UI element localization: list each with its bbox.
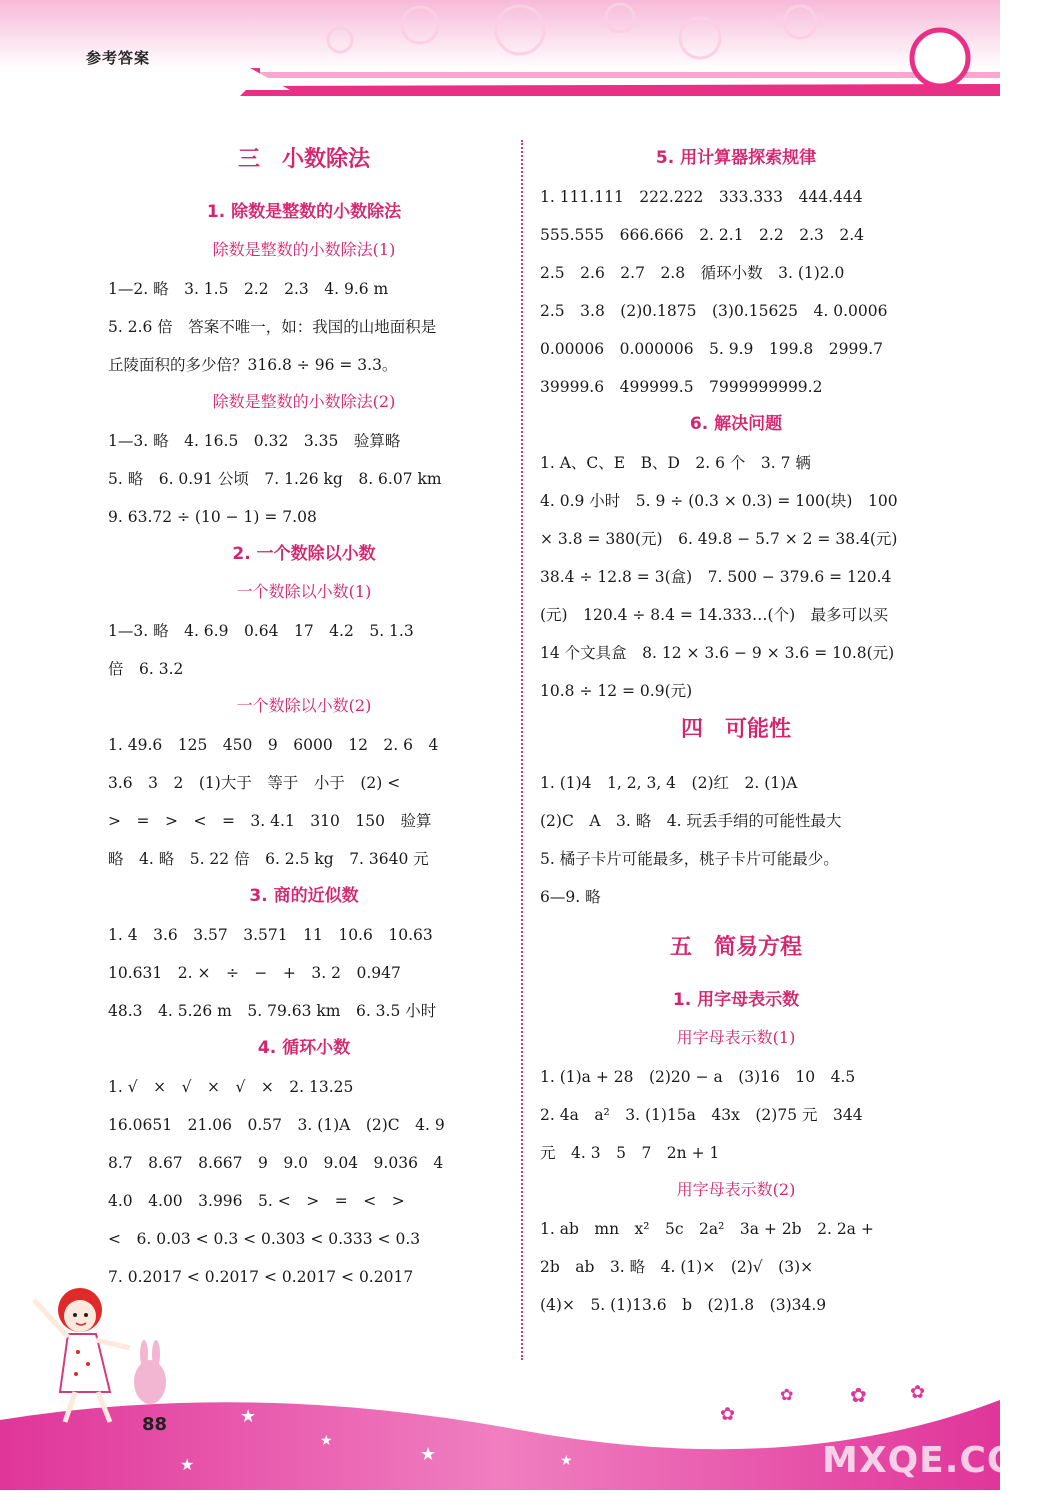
answer-line: > = > < = 3. 4.1 310 150 验算 [108,812,432,830]
section-heading: 6. 解决问题 [689,414,783,434]
section-heading: 1. 除数是整数的小数除法 [206,202,402,222]
chapter-heading: 三 小数除法 [237,147,370,172]
watermark: MXQE.COM [822,1440,1055,1481]
answer-line: 14 个文具盒 8. 12 × 3.6 − 9 × 3.6 = 10.8(元) [540,644,895,662]
svg-text:★: ★ [420,1444,437,1465]
answer-line: 元 4. 3 5 7 2n + 1 [540,1144,720,1162]
section-heading: 5. 用计算器探索规律 [655,148,817,168]
answer-line: 丘陵面积的多少倍？316.8 ÷ 96 = 3.3。 [108,356,398,374]
header-label: 参考答案 [86,49,151,67]
answer-line: 倍 6. 3.2 [108,660,184,678]
subsection-heading: 除数是整数的小数除法(2) [212,392,396,411]
section-heading: 4. 循环小数 [257,1038,351,1058]
answer-line: 略 4. 略 5. 22 倍 6. 2.5 kg 7. 3640 元 [108,850,429,868]
section-heading: 2. 一个数除以小数 [232,544,376,564]
answer-line: × 3.8 = 380(元) 6. 49.8 − 5.7 × 2 = 38.4(元) [540,530,898,548]
subsection-heading: 用字母表示数(2) [676,1180,796,1199]
answer-line: 1—3. 略 4. 16.5 0.32 3.35 验算略 [108,432,401,450]
chapter-heading: 四 可能性 [680,717,791,742]
answer-line: 5. 橘子卡片可能最多，桃子卡片可能最少。 [540,850,839,868]
answer-line: 1. 111.111 222.222 333.333 444.444 [540,188,863,206]
svg-text:★: ★ [560,1453,573,1469]
answer-line: 2. 4a a² 3. (1)15a 43x (2)75 元 344 [540,1106,863,1124]
svg-text:★: ★ [180,1455,195,1474]
answer-line: 48.3 4. 5.26 m 5. 79.63 km 6. 3.5 小时 [108,1002,437,1020]
answer-line: 555.555 666.666 2. 2.1 2.2 2.3 2.4 [540,226,865,244]
answer-line: (2)C A 3. 略 4. 玩丢手绢的可能性最大 [540,812,842,830]
answer-line: 8.7 8.67 8.667 9 9.0 9.04 9.036 4 [108,1154,444,1172]
subsection-heading: 除数是整数的小数除法(1) [212,240,396,259]
answer-line: 1. (1)a + 28 (2)20 − a (3)16 10 4.5 [540,1068,856,1086]
answer-line: 39999.6 499999.5 7999999999.2 [540,378,823,396]
answer-line: 6—9. 略 [540,888,601,906]
section-heading: 3. 商的近似数 [249,886,359,906]
answer-line: 1. (1)4 1, 2, 3, 4 (2)红 2. (1)A [540,774,798,792]
svg-text:★: ★ [320,1433,333,1449]
chapter-heading: 五 简易方程 [669,935,802,960]
answer-line: 2.5 2.6 2.7 2.8 循环小数 3. (1)2.0 [540,264,845,282]
svg-text:✿: ✿ [850,1383,867,1407]
answer-line: 2.5 3.8 (2)0.1875 (3)0.15625 4. 0.0006 [540,302,888,320]
answer-line: 1—2. 略 3. 1.5 2.2 2.3 4. 9.6 m [108,280,389,298]
answer-line: 1. ab mn x² 5c 2a² 3a + 2b 2. 2a + [540,1220,874,1238]
answer-line: 2b ab 3. 略 4. (1)× (2)√ (3)× [540,1258,814,1276]
answer-line: 1. A、C、E B、D 2. 6 个 3. 7 辆 [540,454,811,472]
left-column [108,140,500,1296]
answer-line: 38.4 ÷ 12.8 = 3(盒) 7. 500 − 379.6 = 120.4 [540,568,892,586]
page-number: 88 [142,1414,168,1435]
svg-text:✿: ✿ [780,1385,794,1404]
answer-line: 9. 63.72 ÷ (10 − 1) = 7.08 [108,508,317,526]
subsection-heading: 一个数除以小数(2) [236,696,372,715]
section-heading: 1. 用字母表示数 [672,990,800,1010]
spacer [540,916,932,928]
answer-line: (4)× 5. (1)13.6 b (2)1.8 (3)34.9 [540,1296,827,1314]
answer-line: 0.00006 0.000006 5. 9.9 199.8 2999.7 [540,340,884,358]
answer-line: 4.0 4.00 3.996 5. < > = < > [108,1192,405,1210]
answer-line: 7. 0.2017 < 0.2017 < 0.2017 < 0.2017 [108,1268,414,1286]
answer-line: 1. 4 3.6 3.57 3.571 11 10.6 10.63 [108,926,433,944]
header-band [0,0,1000,96]
answer-line: 5. 2.6 倍 答案不唯一，如：我国的山地面积是 [108,318,437,336]
answer-line: 5. 略 6. 0.91 公顷 7. 1.26 kg 8. 6.07 km [108,470,442,488]
answer-line: 4. 0.9 小时 5. 9 ÷ (0.3 × 0.3) = 100(块) 100 [540,492,898,510]
answer-line: 10.631 2. × ÷ − + 3. 2 0.947 [108,964,401,982]
answer-line: 1. 49.6 125 450 9 6000 12 2. 6 4 [108,736,439,754]
svg-text:✿: ✿ [720,1404,736,1425]
answer-line: 10.8 ÷ 12 = 0.9(元) [540,682,693,700]
right-column [540,140,932,1324]
subsection-heading: 一个数除以小数(1) [236,582,372,601]
svg-text:★: ★ [240,1406,257,1427]
answer-line: (元) 120.4 ÷ 8.4 = 14.333…(个) 最多可以买 [540,606,889,624]
girl-illustration [20,1282,200,1432]
column-divider [521,140,523,1360]
answer-line: 1—3. 略 4. 6.9 0.64 17 4.2 5. 1.3 [108,622,414,640]
subsection-heading: 用字母表示数(1) [676,1028,796,1047]
answer-line: < 6. 0.03 < 0.3 < 0.303 < 0.333 < 0.3 [108,1230,421,1248]
answer-line: 16.0651 21.06 0.57 3. (1)A (2)C 4. 9 [108,1116,445,1134]
answer-line: 3.6 3 2 (1)大于 等于 小于 (2) < [108,774,401,792]
svg-text:✿: ✿ [910,1382,926,1403]
answer-line: 1. √ × √ × √ × 2. 13.25 [108,1078,354,1096]
